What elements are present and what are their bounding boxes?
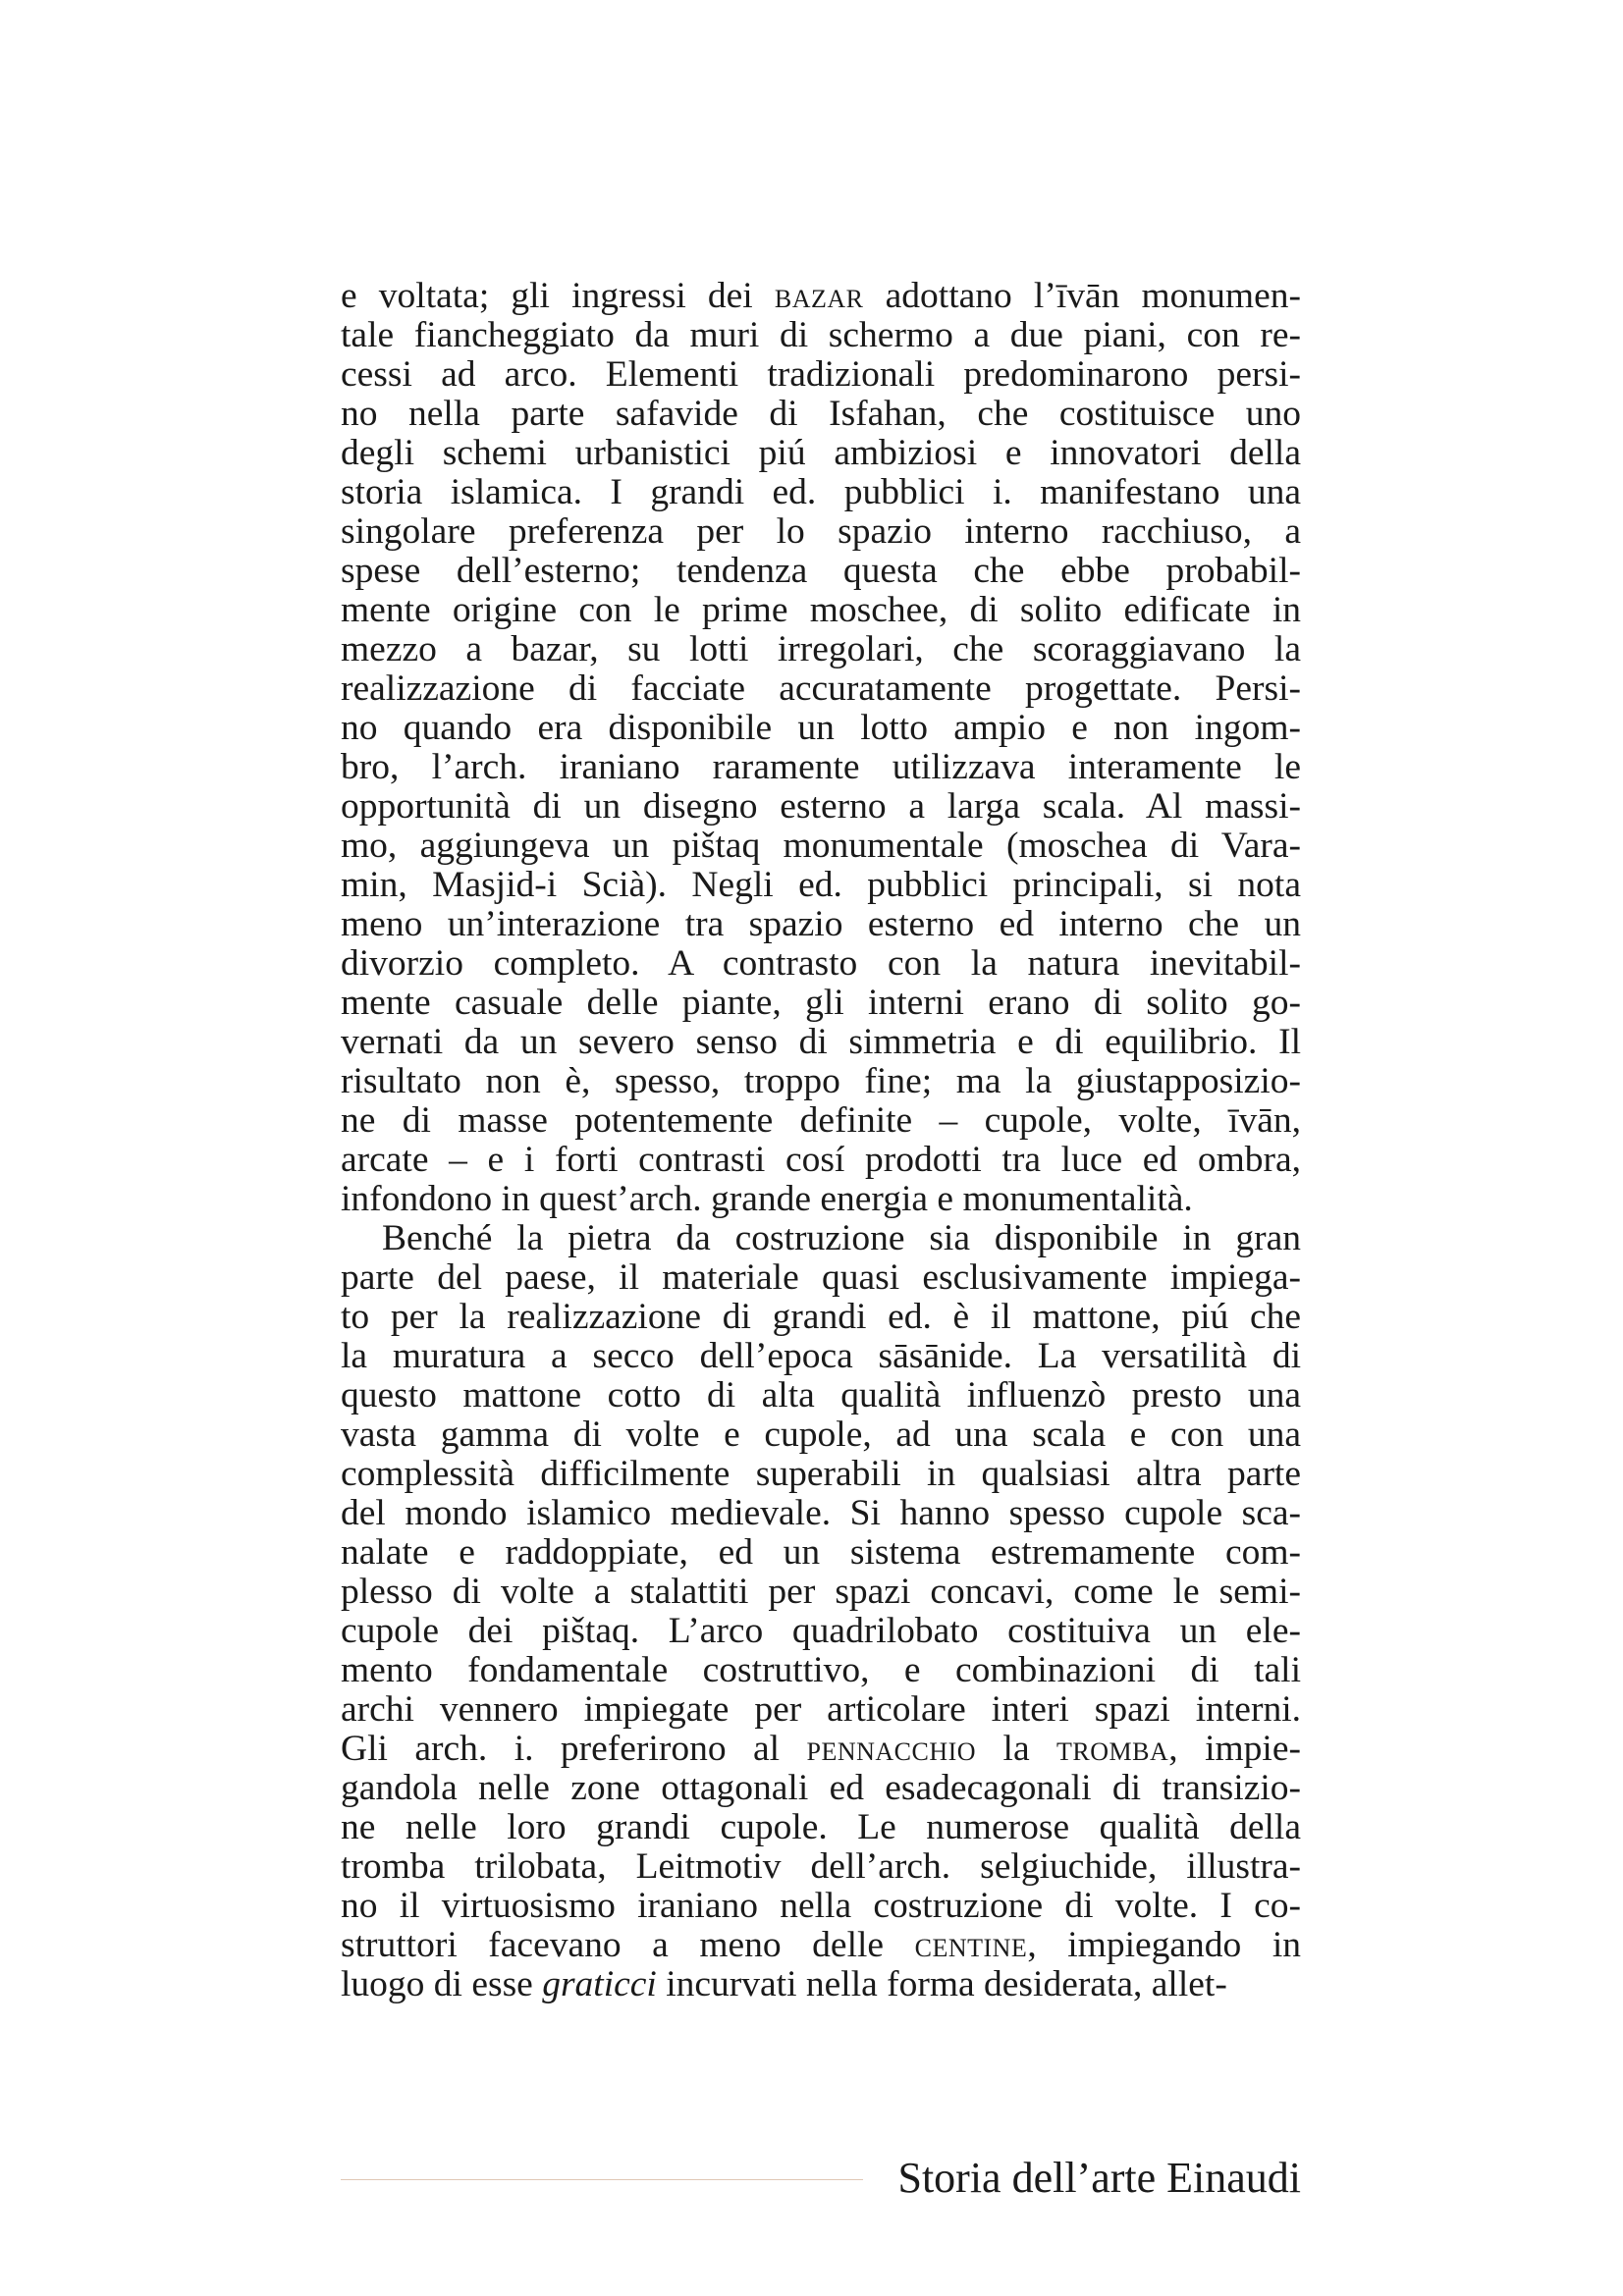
text-run: nalate e raddoppiate, ed un sistema estremamente com- <box>341 1532 1301 1573</box>
text-line <box>341 748 1301 787</box>
text-run: min, Masjid-i Scià). Negli ed. pubblici principali, si nota <box>341 865 1301 905</box>
text-run: tale fiancheggiato da muri di schermo a due piani, con re- <box>341 315 1301 355</box>
text-line <box>341 1258 1301 1298</box>
text-run: vernati da un severo senso di simmetria e di equilibrio. Il <box>341 1022 1301 1062</box>
text-line <box>341 827 1301 866</box>
text-line <box>341 984 1301 1023</box>
text-run: spese dell’esterno; tendenza questa che ebbe probabil- <box>341 551 1301 591</box>
text-run: cupole dei pištaq. L’arco quadrilobato costituiva un ele- <box>341 1611 1301 1651</box>
text-run: cessi ad arco. Elementi tradizionali predominarono persi- <box>341 354 1301 395</box>
text-run: parte del paese, il materiale quasi esclusivamente impiega- <box>341 1257 1301 1298</box>
text-run: ne di masse potentemente definite – cupole, volte, īvān, <box>341 1100 1301 1141</box>
cross-reference: centine <box>914 1925 1028 1965</box>
text-run: arcate – e i forti contrasti cosí prodotti tra luce ed ombra, <box>341 1140 1301 1180</box>
text-line <box>341 1847 1301 1887</box>
text-run: Gli arch. i. preferirono al <box>341 1729 807 1769</box>
text-line <box>341 473 1301 512</box>
text-run: mente casuale delle piante, gli interni erano di solito go- <box>341 983 1301 1023</box>
text-run: , impiegando in <box>1027 1925 1301 1965</box>
text-run: risultato non è, spesso, troppo fine; ma la giustapposizio- <box>341 1061 1301 1101</box>
text-run: plesso di volte a stalattiti per spazi concavi, come le semi- <box>341 1572 1301 1612</box>
text-line <box>341 512 1301 552</box>
text-line <box>341 1769 1301 1808</box>
text-line <box>341 1612 1301 1651</box>
text-line <box>341 1533 1301 1573</box>
text-run: la <box>976 1729 1057 1769</box>
text-line <box>341 1062 1301 1101</box>
text-run: ne nelle loro grandi cupole. Le numerose qualità della <box>341 1807 1301 1847</box>
text-line <box>341 1101 1301 1141</box>
text-run: la muratura a secco dell’epoca sāsānide. La versatilità di <box>341 1336 1301 1376</box>
text-run: no quando era disponibile un lotto ampio e non ingom- <box>341 708 1301 748</box>
text-line <box>341 395 1301 434</box>
text-run: mezzo a bazar, su lotti irregolari, che scoraggiavano la <box>341 629 1301 669</box>
text-line <box>341 630 1301 669</box>
text-line <box>341 1494 1301 1533</box>
text-run: e voltata; gli ingressi dei <box>341 276 775 316</box>
text-run: incurvati nella forma desiderata, allet- <box>656 1964 1227 2004</box>
text-run: storia islamica. I grandi ed. pubblici i. manifestano una <box>341 472 1301 512</box>
text-run: degli schemi urbanistici piú ambiziosi e innovatori della <box>341 433 1301 473</box>
text-line <box>341 1573 1301 1612</box>
text-line <box>341 552 1301 591</box>
text-line <box>341 1887 1301 1926</box>
text-line <box>341 316 1301 355</box>
text-run: opportunità di un disegno esterno a larga scala. Al massi- <box>341 786 1301 827</box>
text-run: singolare preferenza per lo spazio interno racchiuso, a <box>341 511 1301 552</box>
text-line <box>341 355 1301 395</box>
text-line <box>341 866 1301 905</box>
text-line <box>341 1730 1301 1769</box>
text-run: del mondo islamico medievale. Si hanno spesso cupole sca- <box>341 1493 1301 1533</box>
text-run: luogo di esse <box>341 1964 543 2004</box>
text-line <box>341 1926 1301 1965</box>
text-run: bro, l’arch. iraniano raramente utilizzava interamente le <box>341 747 1301 787</box>
cross-reference: tromba <box>1056 1729 1169 1769</box>
body-text <box>341 277 1301 2004</box>
text-run: to per la realizzazione di grandi ed. è il mattone, piú che <box>341 1297 1301 1337</box>
footer-rule <box>341 2179 863 2180</box>
text-line <box>341 1141 1301 1180</box>
text-run: mento fondamentale costruttivo, e combinazioni di tali <box>341 1650 1301 1690</box>
text-run: gandola nelle zone ottagonali ed esadecagonali di transizio- <box>341 1768 1301 1808</box>
text-run: struttori facevano a meno delle <box>341 1925 915 1965</box>
text-line <box>341 1023 1301 1062</box>
text-line <box>341 669 1301 709</box>
text-run: tromba trilobata, Leitmotiv dell’arch. selgiuchide, illustra- <box>341 1846 1301 1887</box>
cross-reference: bazar <box>774 276 864 316</box>
text-run: meno un’interazione tra spazio esterno ed interno che un <box>341 904 1301 944</box>
text-line <box>341 1965 1301 2004</box>
text-run: mente origine con le prime moschee, di solito edificate in <box>341 590 1301 630</box>
text-line <box>341 1298 1301 1337</box>
text-line <box>341 1415 1301 1455</box>
paragraph-1 <box>341 277 1301 1219</box>
text-line <box>341 709 1301 748</box>
text-line <box>341 1690 1301 1730</box>
text-run: complessità difficilmente superabili in qualsiasi altra parte <box>341 1454 1301 1494</box>
text-run: mo, aggiungeva un pištaq monumentale (moschea di Vara- <box>341 826 1301 866</box>
text-run: no il virtuosismo iraniano nella costruzione di volte. I co- <box>341 1886 1301 1926</box>
text-run: , impie- <box>1168 1729 1301 1769</box>
text-run: infondono in quest’arch. grande energia e monumentalità. <box>341 1179 1193 1219</box>
text-line <box>341 591 1301 630</box>
text-line <box>341 1376 1301 1415</box>
text-run: vasta gamma di volte e cupole, ad una scala e con una <box>341 1415 1301 1455</box>
text-run: archi vennero impiegate per articolare interi spazi interni. <box>341 1689 1301 1730</box>
text-line <box>341 787 1301 827</box>
text-run: Benché la pietra da costruzione sia disponibile in gran <box>382 1218 1301 1258</box>
text-line <box>341 905 1301 944</box>
text-run: no nella parte safavide di Isfahan, che costituisce uno <box>341 394 1301 434</box>
text-run: adottano l’īvān monumen- <box>863 276 1301 316</box>
text-line <box>341 1337 1301 1376</box>
text-line <box>341 1455 1301 1494</box>
text-line <box>341 277 1301 316</box>
text-run: questo mattone cotto di alta qualità influenzò presto una <box>341 1375 1301 1415</box>
paragraph-2 <box>341 1219 1301 2004</box>
text-line <box>341 1180 1301 1219</box>
text-line <box>341 1651 1301 1690</box>
footer-title: Storia dell’arte Einaudi <box>897 2154 1301 2202</box>
italic-term: graticci <box>542 1964 657 2004</box>
cross-reference: pennacchio <box>806 1729 977 1769</box>
text-line <box>341 944 1301 984</box>
text-run: realizzazione di facciate accuratamente progettate. Persi- <box>341 668 1301 709</box>
text-line <box>341 1219 1301 1258</box>
text-line <box>341 434 1301 473</box>
text-line <box>341 1808 1301 1847</box>
text-run: divorzio completo. A contrasto con la natura inevitabil- <box>341 943 1301 984</box>
